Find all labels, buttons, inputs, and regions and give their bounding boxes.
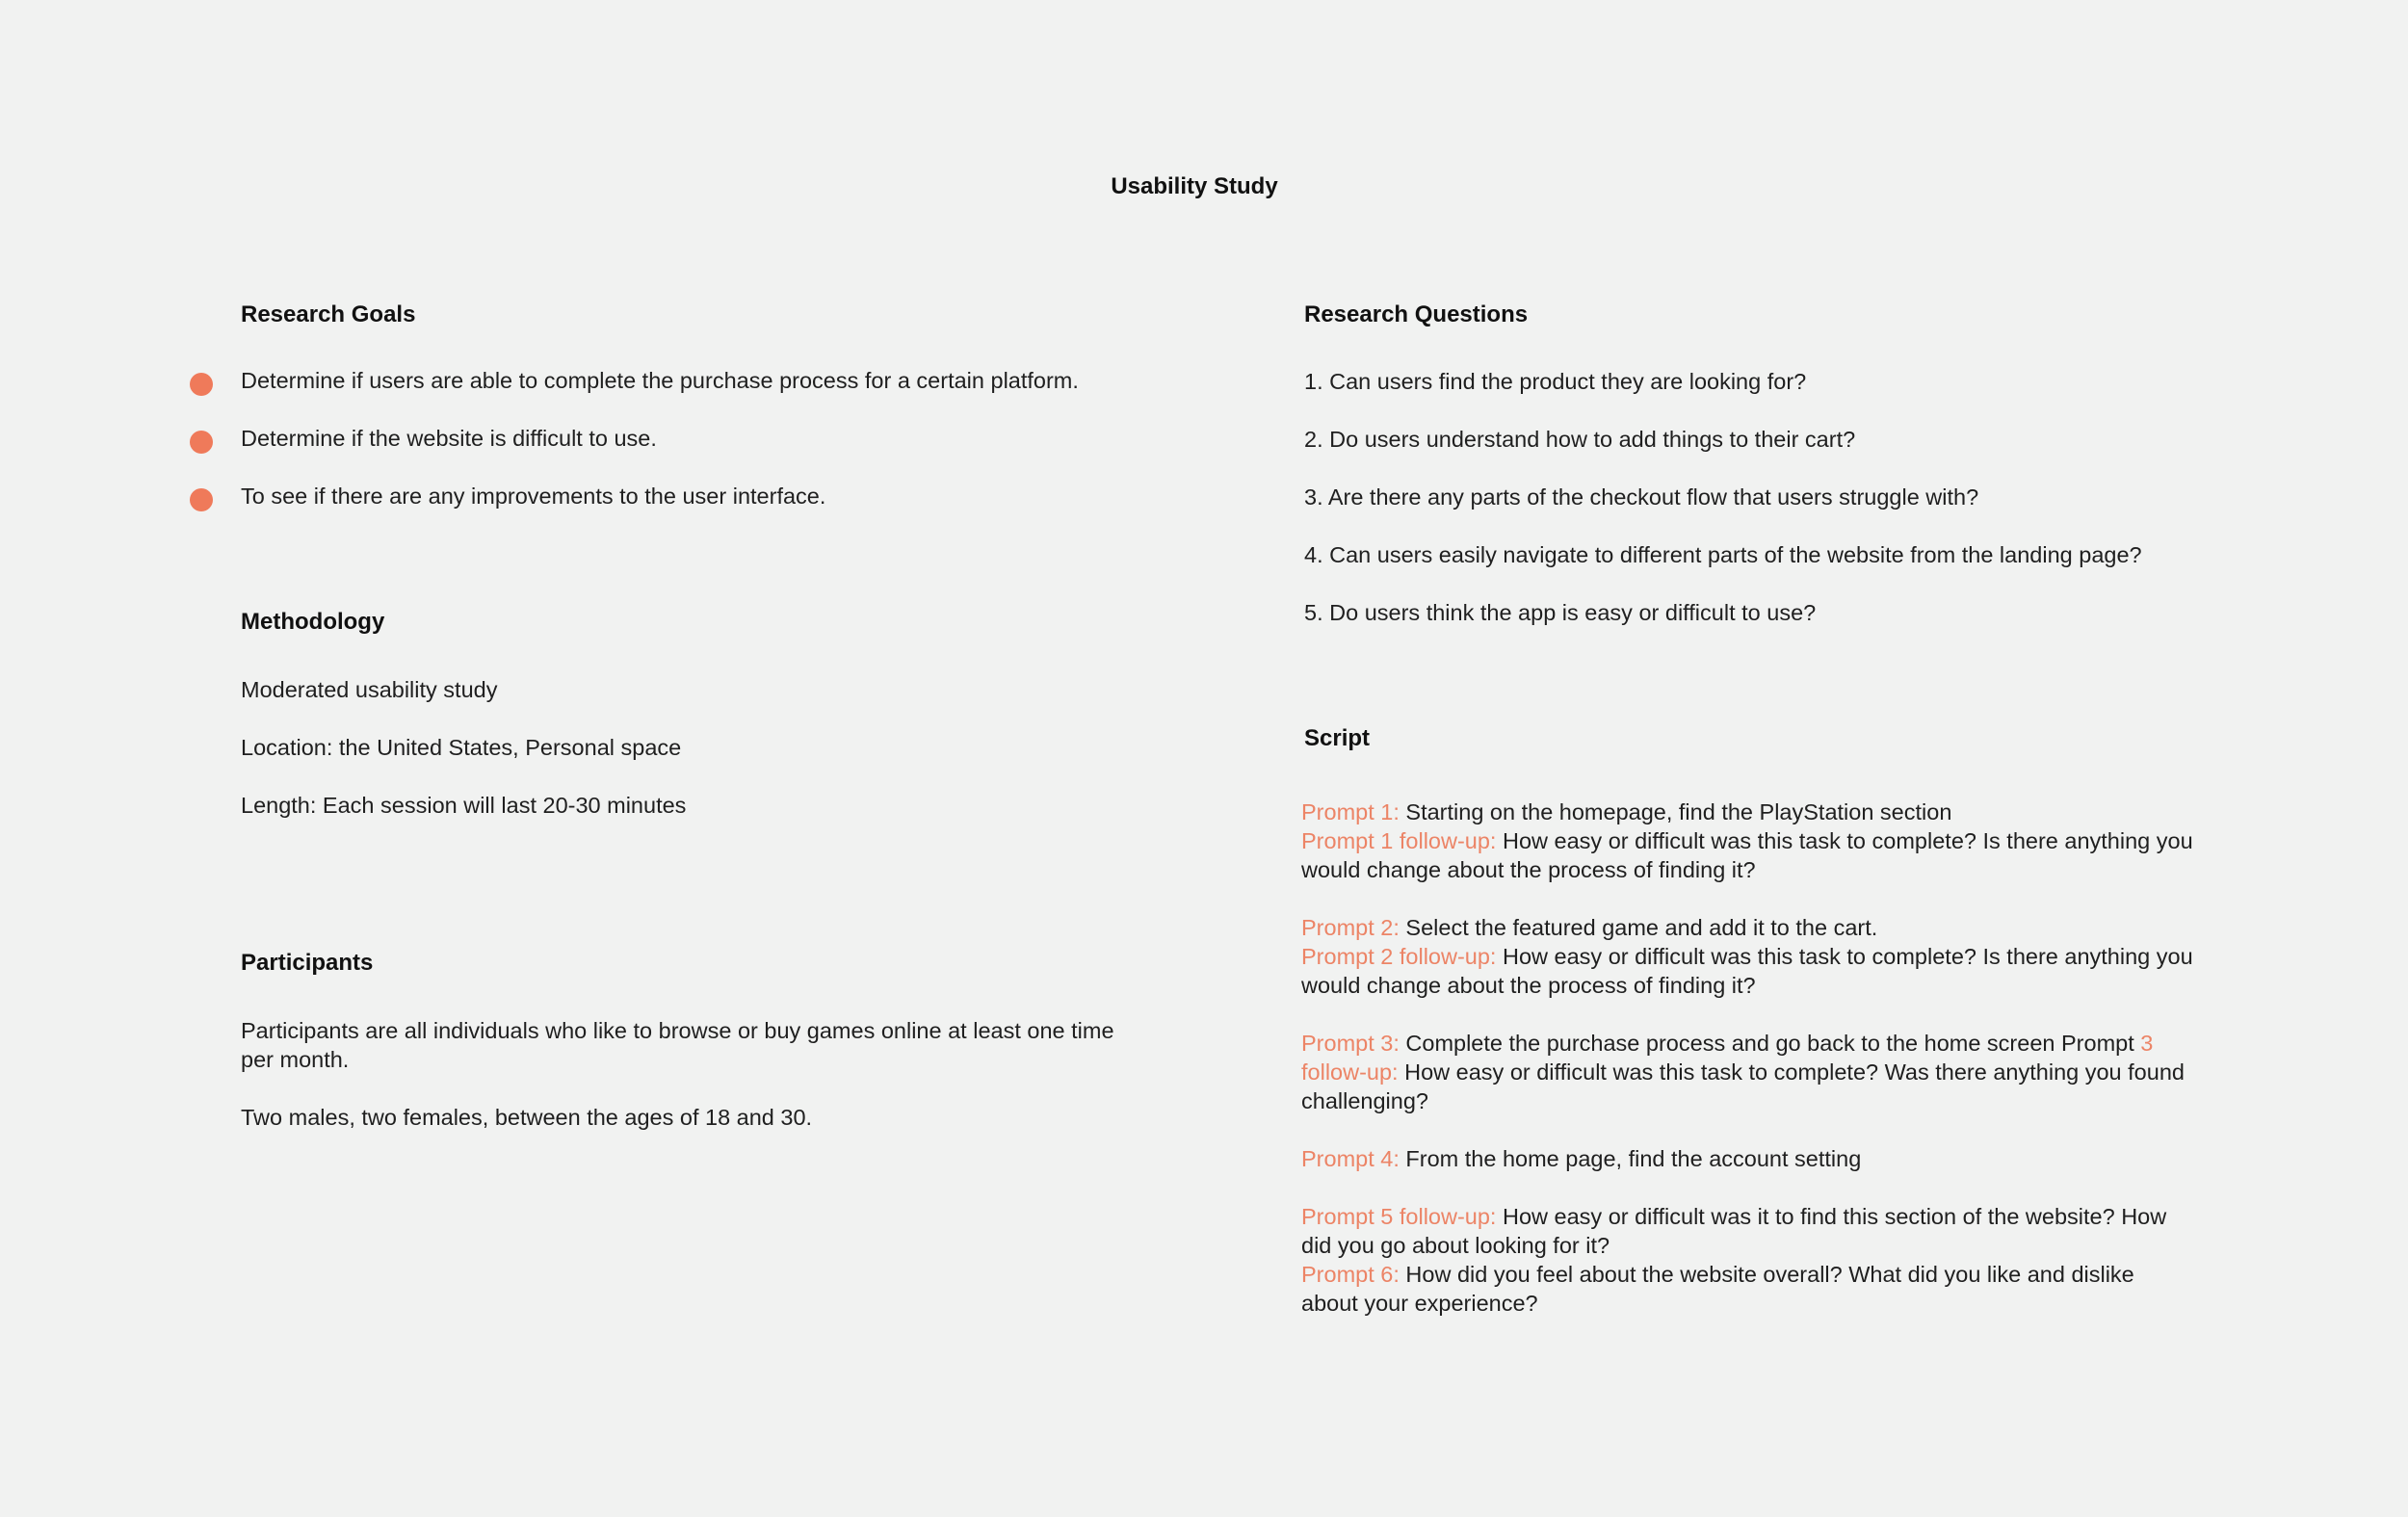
research-goals-heading: Research Goals (241, 301, 416, 327)
prompt-text: Select the featured game and add it to the cart. (1399, 915, 1878, 940)
prompt-text: How easy or difficult was this task to complete? Was there anything you found challenging? (1301, 1059, 2185, 1113)
prompt-label: Prompt 4: (1301, 1146, 1400, 1171)
participants-demographics: Two males, two females, between the ages of 18 and 30. (241, 1105, 813, 1130)
prompt-label: Prompt 2: (1301, 915, 1400, 940)
goal-text: Determine if users are able to complete the purchase process for a certain platform. (241, 368, 1079, 393)
script-prompt-3 (1301, 1029, 2197, 1115)
script-prompt-1 (1301, 798, 2197, 826)
participants-description: Participants are all individuals who like to browse or buy games online at least one time per month. (241, 1018, 1114, 1072)
goal-text: Determine if the website is difficult to use. (241, 426, 657, 451)
script-heading: Script (1304, 725, 1371, 751)
goal-text: To see if there are any improvements to the user interface. (241, 484, 826, 509)
methodology-line: Length: Each session will last 20-30 minutes (241, 793, 687, 818)
prompt-label: Prompt 1: (1301, 799, 1400, 824)
prompt-label: Prompt 2 follow-up: (1301, 944, 1497, 969)
research-question: 3. Are there any parts of the checkout flow that users struggle with? (1304, 484, 1979, 510)
script-prompt-6 (1301, 1260, 2197, 1318)
prompt-text: How did you feel about the website overall? What did you like and dislike about your experience? (1301, 1262, 2134, 1316)
prompt-label: Prompt 3: (1301, 1031, 1400, 1056)
research-questions-heading: Research Questions (1304, 301, 1529, 327)
prompt-label: 3 follow-up: (1301, 1031, 2154, 1085)
research-question: 4. Can users easily navigate to different parts of the website from the landing page? (1304, 542, 2142, 567)
prompt-label: Prompt 6: (1301, 1262, 1400, 1287)
script-prompt-4 (1301, 1144, 2197, 1173)
script-prompt-5-follow-up (1301, 1202, 2197, 1260)
prompt-text: From the home page, find the account setting (1399, 1146, 1862, 1171)
bullet-dot-icon (190, 431, 213, 454)
prompt-text: Starting on the homepage, find the PlayStation section (1399, 799, 1952, 824)
prompt-text: Complete the purchase process and go back to the home screen Prompt (1399, 1031, 2141, 1056)
script-prompt-2 (1301, 913, 2197, 942)
methodology-heading: Methodology (241, 609, 385, 635)
prompt-text: How easy or difficult was this task to complete? Is there anything you would change about the process of finding it? (1301, 828, 2193, 882)
research-question: 2. Do users understand how to add things to their cart? (1304, 427, 1856, 452)
methodology-line: Moderated usability study (241, 677, 498, 702)
prompt-label: Prompt 5 follow-up: (1301, 1204, 1497, 1229)
methodology-line: Location: the United States, Personal space (241, 735, 682, 760)
prompt-text: How easy or difficult was this task to complete? Is there anything you would change about the process of finding it? (1301, 944, 2193, 998)
bullet-dot-icon (190, 373, 213, 396)
research-question: 5. Do users think the app is easy or difficult to use? (1304, 600, 1817, 625)
page-title: Usability Study (1111, 173, 1278, 199)
script-prompt-1-follow-up (1301, 826, 2197, 884)
participants-heading: Participants (241, 950, 374, 976)
bullet-dot-icon (190, 488, 213, 511)
prompt-text: How easy or difficult was it to find this section of the website? How did you go about looking for it? (1301, 1204, 2167, 1258)
research-question: 1. Can users find the product they are looking for? (1304, 369, 1807, 394)
script-prompt-2-follow-up (1301, 942, 2197, 1000)
prompt-label: Prompt 1 follow-up: (1301, 828, 1497, 853)
